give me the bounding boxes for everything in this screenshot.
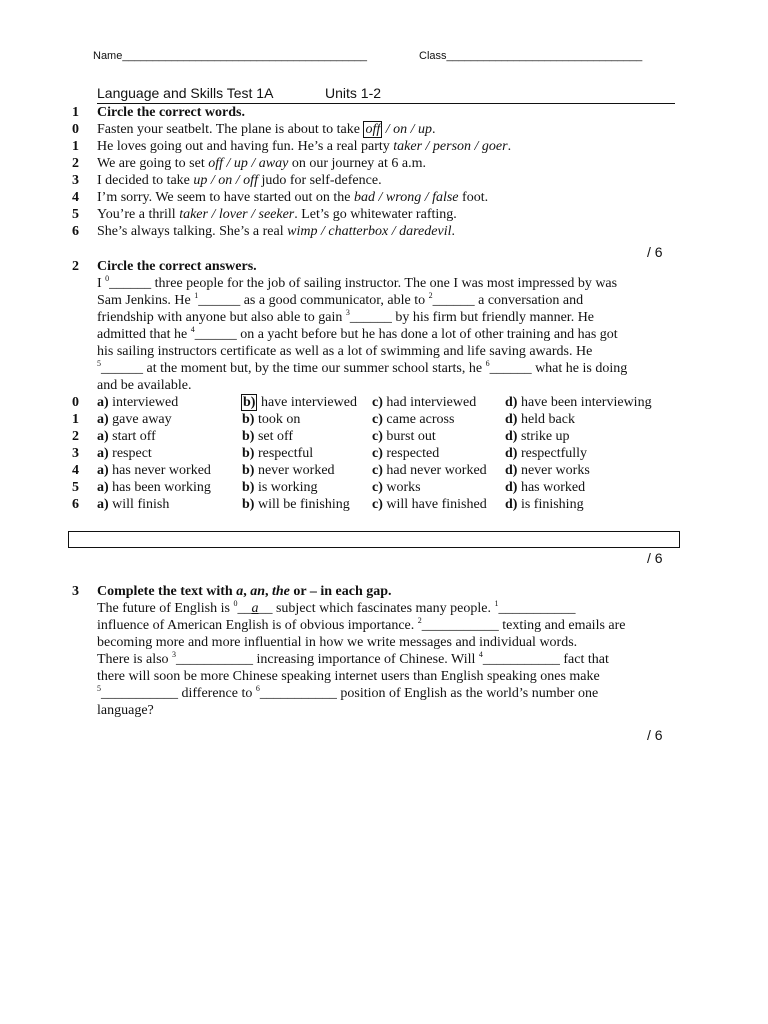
gap-text-line: influence of American English is of obvious importance. $^2$___________ texting and emails are (97, 616, 626, 633)
passage-line: friendship with anyone but also able to gain $^3$______ by his firm but friendly manner. He (97, 308, 595, 325)
option-c[interactable]: c) had never worked (372, 463, 487, 478)
option-c[interactable]: c) came across (372, 412, 455, 427)
empty-answer-box (68, 531, 680, 548)
title-rule (97, 103, 675, 104)
section-1-score: / 6 (647, 244, 663, 260)
passage-line: admitted that he $^4$______ on a yacht before but he has done a lot of other training and has got (97, 325, 618, 342)
option-c[interactable]: c) respected (372, 446, 440, 461)
item-number: 5 (72, 207, 79, 222)
option-b[interactable]: b) never worked (242, 463, 335, 478)
item-options[interactable]: bad / wrong / false (354, 190, 459, 205)
passage-line: and be available. (97, 378, 192, 393)
option-row-number: 1 (72, 412, 79, 427)
section-1-item-0 (97, 122, 436, 138)
section-2-score: / 6 (647, 550, 663, 566)
item-number: 3 (72, 173, 79, 188)
section-1-item-6 (97, 224, 455, 240)
option-c[interactable]: c) burst out (372, 429, 436, 444)
passage-line: his sailing instructors certificate as well as a lot of swimming and life saving awards. He (97, 344, 593, 359)
item-text-end: . (432, 122, 436, 137)
section-1-item-3 (97, 173, 382, 189)
option-b[interactable]: b) respectful (242, 446, 314, 461)
item-options[interactable]: / on / up (382, 122, 433, 137)
section-1-instruction: Circle the correct words. (97, 105, 245, 120)
option-d[interactable]: d) never works (505, 463, 590, 478)
item-text: She’s always talking. She’s a real (97, 224, 288, 239)
item-options[interactable]: up / on / off (193, 173, 258, 188)
section-1-item-4 (97, 190, 488, 206)
name-field[interactable]: Name________________________________________ (93, 50, 368, 62)
circled-answer[interactable]: off (365, 122, 381, 137)
section-1-item-5 (97, 207, 457, 223)
option-c[interactable]: c) works (372, 480, 421, 495)
item-text-end: on our journey at 6 a.m. (288, 156, 426, 171)
item-text: I decided to take (97, 173, 194, 188)
item-text: We are going to set (97, 156, 209, 171)
passage-line: Sam Jenkins. He $^1$______ as a good communicator, able to $^2$______ a conversation and (97, 291, 584, 308)
option-d[interactable]: d) has worked (505, 480, 586, 495)
test-title: Language and Skills Test 1A (97, 85, 274, 101)
section-1-item-1 (97, 139, 511, 155)
option-b[interactable]: b) is working (242, 480, 318, 495)
section-2-instruction: Circle the correct answers. (97, 259, 257, 274)
option-a[interactable]: a) has been working (97, 480, 211, 495)
section-3-instruction: Complete the text with a, an, the or – in each gap. (97, 584, 392, 599)
gap-text-line: $^5$___________ difference to $^6$___________ position of English as the world’s number one (97, 684, 599, 701)
gap-text-line: The future of English is $^0$__a__ subject which fascinates many people. $^1$___________ (97, 599, 576, 616)
option-row-number: 0 (72, 395, 79, 410)
item-number: 2 (72, 156, 79, 171)
item-options[interactable]: wimp / chatterbox / daredevil (287, 224, 452, 239)
item-number: 6 (72, 224, 79, 239)
item-text: I’m sorry. We seem to have started out on the (97, 190, 355, 205)
option-a[interactable]: a) start off (97, 429, 156, 444)
option-d[interactable]: d) have been interviewing (505, 395, 652, 410)
item-number: 4 (72, 190, 79, 205)
option-b-circled[interactable]: b) have interviewed (243, 395, 357, 410)
gap-text-line: There is also $^3$___________ increasing importance of Chinese. Will $^4$___________ fact that (97, 650, 609, 667)
item-text: Fasten your seatbelt. The plane is about to take (97, 122, 364, 137)
option-d[interactable]: d) respectfully (505, 446, 588, 461)
example-answer: a (251, 601, 259, 616)
item-options[interactable]: taker / person / goer (393, 139, 508, 154)
option-a[interactable]: a) interviewed (97, 395, 179, 410)
option-a[interactable]: a) respect (97, 446, 152, 461)
option-a[interactable]: a) has never worked (97, 463, 211, 478)
option-d[interactable]: d) strike up (505, 429, 570, 444)
item-text-end: . (507, 139, 512, 154)
test-units: Units 1-2 (325, 85, 382, 101)
option-row-number: 2 (72, 429, 79, 444)
passage-line: I $^0$______ three people for the job of sailing instructor. The one I was most impressed by was (97, 274, 618, 291)
option-b[interactable]: b) set off (242, 429, 294, 444)
item-number: 1 (72, 139, 79, 154)
option-d[interactable]: d) held back (505, 412, 575, 427)
option-row-number: 3 (72, 446, 79, 461)
option-row-number: 5 (72, 480, 79, 495)
passage-line: $^5$______ at the moment but, by the time our summer school starts, he $^6$______ what he is doing (97, 359, 628, 376)
item-number: 0 (72, 122, 79, 137)
option-b[interactable]: b) will be finishing (242, 497, 350, 512)
option-b[interactable]: b) took on (242, 412, 301, 427)
item-options[interactable]: off / up / away (208, 156, 289, 171)
gap-text-line: language? (97, 703, 154, 718)
option-d[interactable]: d) is finishing (505, 497, 584, 512)
section-1-number: 1 (72, 105, 79, 120)
item-text-end: judo for self-defence. (257, 173, 382, 188)
option-row-number: 6 (72, 497, 79, 512)
class-field[interactable]: Class________________________________ (419, 50, 643, 62)
option-c[interactable]: c) will have finished (372, 497, 487, 512)
item-text-end: foot. (458, 190, 489, 205)
item-options[interactable]: taker / lover / seeker (179, 207, 295, 222)
gap-text-line: there will soon be more Chinese speaking internet users than English speaking ones make (97, 669, 600, 684)
section-3-score: / 6 (647, 727, 663, 743)
option-c[interactable]: c) had interviewed (372, 395, 477, 410)
section-3-number: 3 (72, 584, 79, 599)
option-row-number: 4 (72, 463, 79, 478)
item-text-end: . (451, 224, 455, 239)
option-a[interactable]: a) gave away (97, 412, 172, 427)
section-1-item-2 (97, 156, 426, 172)
option-a[interactable]: a) will finish (97, 497, 170, 512)
gap-text-line: becoming more and more influential in how we write messages and individual words. (97, 635, 578, 650)
item-text: You’re a thrill (97, 207, 180, 222)
section-2-number: 2 (72, 259, 79, 274)
item-text-end: . Let’s go whitewater rafting. (294, 207, 457, 222)
item-text: He loves going out and having fun. He’s a real party (97, 139, 394, 154)
